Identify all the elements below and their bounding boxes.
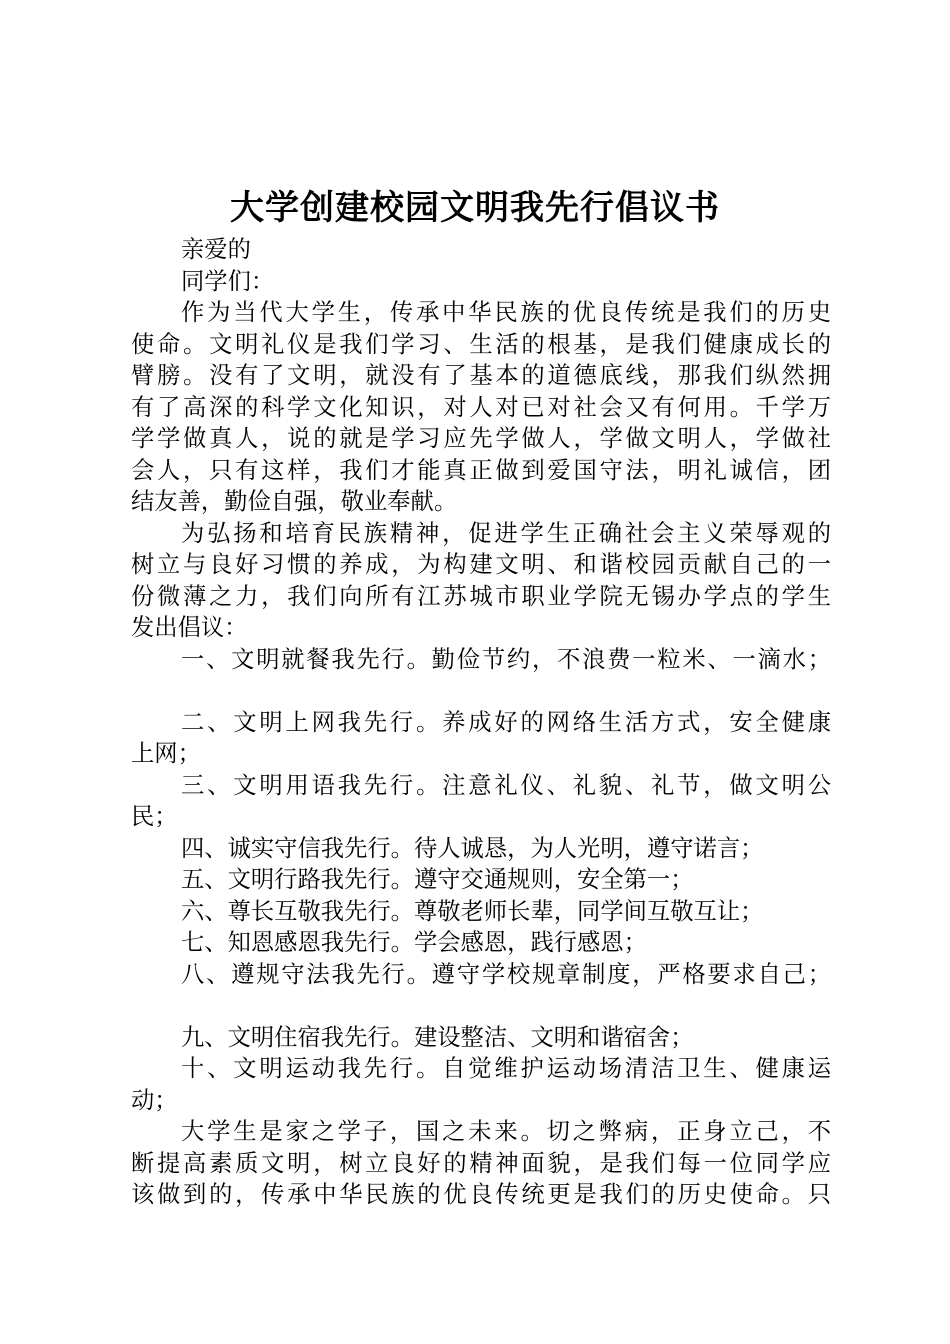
salutation-line: 同学们： — [181, 267, 275, 295]
list-item-continuation: 民； — [131, 803, 178, 830]
text-line: 会人，只有这样，我们才能真正做到爱国守法，明礼诚信，团 — [131, 456, 831, 484]
text-line: 大学生是家之学子，国之未来。切之弊病，正身立己，不 — [181, 1118, 831, 1145]
text-line: 作为当代大学生，传承中华民族的优良传统是我们的历史 — [181, 299, 831, 326]
paragraph-3 — [131, 1116, 831, 1211]
text-line: 结友善，勤俭自强，敬业奉献。 — [131, 488, 458, 515]
list-item-continuation: 上网； — [131, 740, 201, 767]
text-line: 使命。文明礼仪是我们学习、生活的根基，是我们健康成长的 — [131, 330, 831, 358]
paragraph-1 — [131, 297, 831, 518]
list-item: 八、遵规守法我先行。遵守学校规章制度，严格要求自己； — [181, 960, 831, 988]
list-item: 六、尊长互敬我先行。尊敬老师长辈，同学间互敬互让； — [181, 897, 764, 925]
text-line: 有了高深的科学文化知识，对人对已对社会又有何用。千学万 — [131, 393, 831, 421]
text-line: 臂膀。没有了文明，就没有了基本的道德底线，那我们纵然拥 — [131, 362, 831, 389]
text-line: 该做到的，传承中华民族的优良传统更是我们的历史使命。只 — [131, 1181, 831, 1208]
paragraph-2 — [131, 518, 831, 644]
blank-line — [131, 675, 831, 707]
list-item: 九、文明住宿我先行。建设整洁、文明和谐宿舍； — [181, 1023, 694, 1051]
list-item: 七、知恩感恩我先行。学会感恩，践行感恩； — [181, 929, 647, 956]
salutation-line: 亲爱的 — [181, 236, 251, 263]
text-line: 树立与良好习惯的养成，为构建文明、和谐校园贡献自己的一 — [131, 551, 831, 578]
proposal-list — [131, 644, 831, 1117]
text-line: 发出倡议： — [131, 614, 248, 641]
document-title: 大学创建校园文明我先行倡议书 — [230, 188, 720, 228]
list-item: 十、文明运动我先行。自觉维护运动场清洁卫生、健康运 — [181, 1055, 831, 1082]
blank-line — [131, 990, 831, 1022]
text-line: 学学做真人，说的就是学习应先学做人，学做文明人，学做社 — [131, 425, 831, 452]
list-item: 五、文明行路我先行。遵守交通规则，安全第一； — [181, 866, 694, 893]
text-line: 为弘扬和培育民族精神，促进学生正确社会主义荣辱观的 — [181, 519, 831, 547]
text-line: 份微薄之力，我们向所有江苏城市职业学院无锡办学点的学生 — [131, 582, 831, 610]
list-item: 四、诚实守信我先行。待人诚恳，为人光明，遵守诺言； — [181, 834, 764, 862]
list-item-continuation: 动； — [131, 1086, 178, 1114]
list-item: 三、文明用语我先行。注意礼仪、礼貌、礼节，做文明公 — [181, 771, 831, 799]
text-line: 断提高素质文明，树立良好的精神面貌，是我们每一位同学应 — [131, 1149, 831, 1177]
document-body — [131, 234, 831, 1211]
list-item: 一、文明就餐我先行。勤俭节约，不浪费一粒米、一滴水； — [181, 645, 831, 673]
list-item: 二、文明上网我先行。养成好的网络生活方式，安全健康 — [181, 708, 831, 736]
